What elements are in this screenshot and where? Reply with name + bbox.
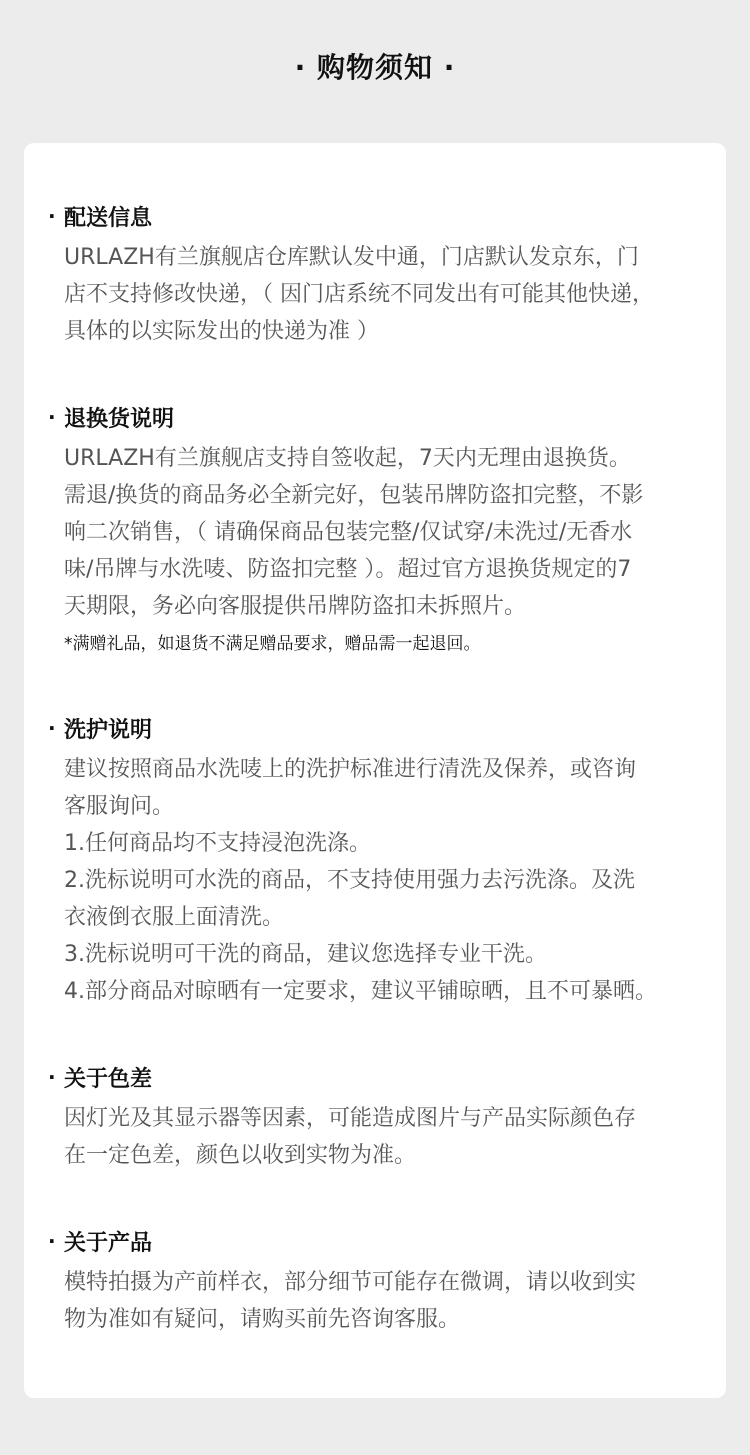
body-line: 店不支持修改快递，（ 因门店系统不同发出有可能其他快递， — [64, 282, 654, 307]
section-body — [64, 751, 702, 1010]
body-line: 客服询问。 — [64, 794, 175, 819]
body-line: 建议按照商品水洗唛上的洗护标准进行清洗及保养，或咨询 — [64, 757, 637, 782]
section-product-info — [48, 1226, 702, 1338]
section-heading — [48, 713, 702, 743]
section-title: 退换货说明 — [64, 406, 175, 432]
section-title: 配送信息 — [64, 205, 153, 231]
section-title: 关于产品 — [64, 1230, 153, 1256]
care-rule-item: 2.洗标说明可水洗的商品，不支持使用强力去污洗涤。及洗 — [64, 868, 635, 893]
body-line: 具体的以实际发出的快递为准 ） — [64, 319, 379, 344]
body-line: 因灯光及其显示器等因素，可能造成图片与产品实际颜色存 — [64, 1106, 637, 1131]
shopping-notice-card — [24, 143, 726, 1398]
section-title: 洗护说明 — [64, 717, 153, 743]
section-body — [64, 1264, 702, 1338]
care-rule-item: 4.部分商品对晾晒有一定要求，建议平铺晾晒，且不可暴晒。 — [64, 979, 657, 1004]
care-rule-item: 1.任何商品均不支持浸泡洗涤。 — [64, 831, 371, 856]
bullet-icon: · — [48, 1065, 56, 1089]
gift-return-note: *满赠礼品，如退货不满足赠品要求，赠品需一起退回。 — [64, 634, 481, 654]
page-title: · 购物须知 · — [294, 51, 456, 84]
section-body — [64, 239, 702, 350]
bullet-icon: · — [48, 716, 56, 740]
section-shipping-info — [48, 201, 702, 350]
section-heading — [48, 1226, 702, 1256]
section-color-difference — [48, 1062, 702, 1174]
body-line: 响二次销售，（ 请确保商品包装完整/仅试穿/未洗过/无香水 — [64, 520, 633, 545]
bullet-icon: · — [48, 204, 56, 228]
bullet-icon: · — [48, 1229, 56, 1253]
section-heading — [48, 1062, 702, 1092]
body-line: 天期限，务必向客服提供吊牌防盗扣未拆照片。 — [64, 594, 527, 619]
body-line: 模特拍摄为产前样衣，部分细节可能存在微调，请以收到实 — [64, 1270, 637, 1295]
bullet-icon: · — [48, 405, 56, 429]
body-line: 在一定色差，颜色以收到实物为准。 — [64, 1143, 417, 1168]
body-line: URLAZH有兰旗舰店仓库默认发中通，门店默认发京东，门 — [64, 245, 639, 270]
body-line: 需退/换货的商品务必全新完好，包装吊牌防盗扣完整，不影 — [64, 483, 644, 508]
body-line: URLAZH有兰旗舰店支持自签收起，7天内无理由退换货。 — [64, 446, 631, 471]
section-body — [64, 440, 702, 661]
care-rule-item: 3.洗标说明可干洗的商品，建议您选择专业干洗。 — [64, 942, 547, 967]
section-care-instructions — [48, 713, 702, 1010]
body-line: 衣液倒衣服上面清洗。 — [64, 905, 285, 930]
section-title: 关于色差 — [64, 1066, 153, 1092]
body-line: 味/吊牌与水洗唛、防盗扣完整 ）。超过官方退换货规定的7 — [64, 557, 632, 582]
section-heading — [48, 402, 702, 432]
body-line: 物为准如有疑问，请购买前先咨询客服。 — [64, 1307, 461, 1332]
section-return-exchange — [48, 402, 702, 661]
section-heading — [48, 201, 702, 231]
section-body — [64, 1100, 702, 1174]
